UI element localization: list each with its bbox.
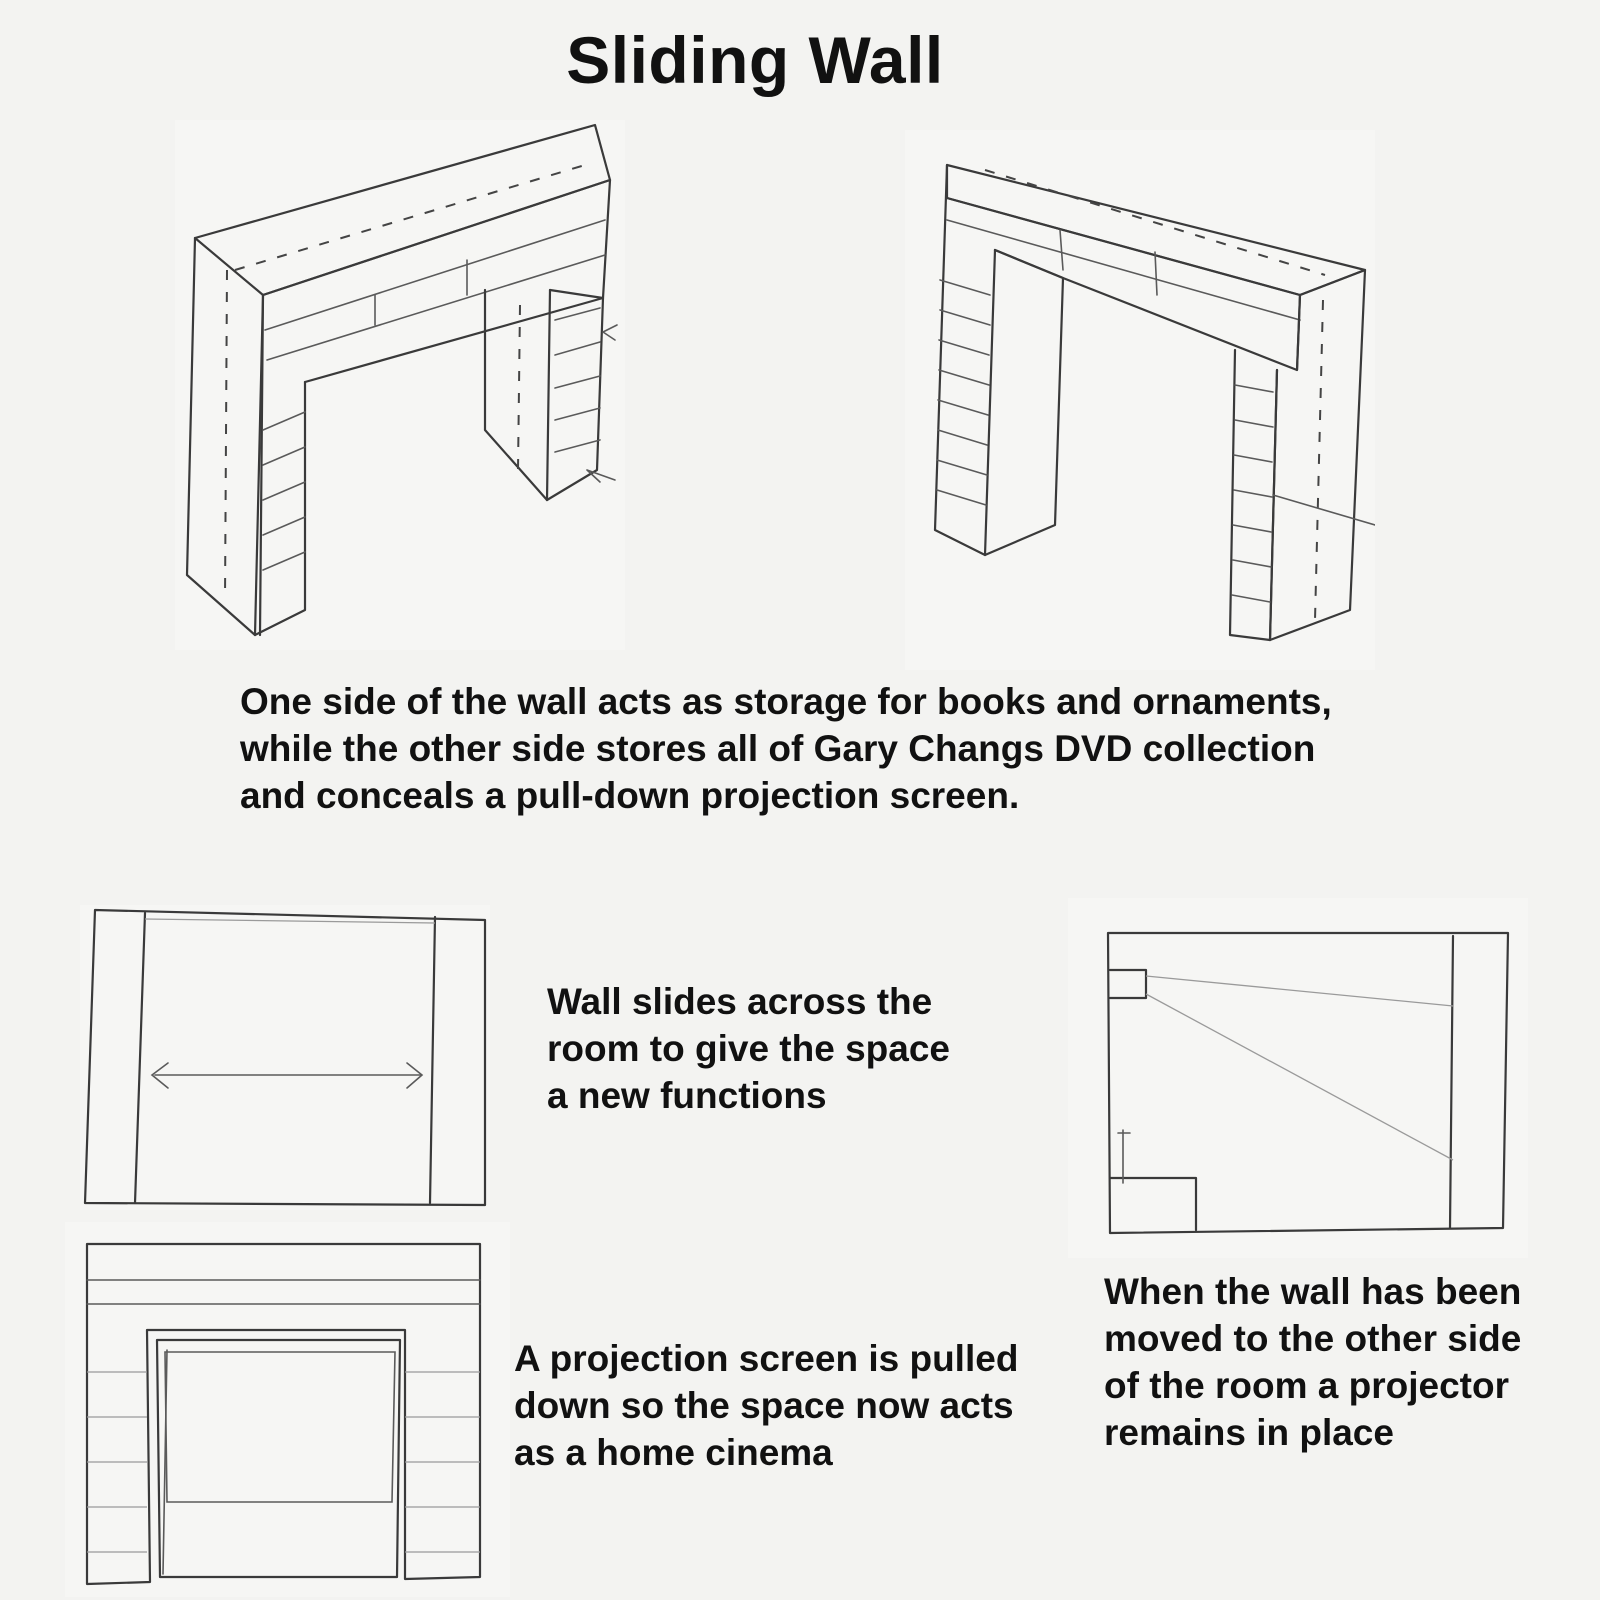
projector-description-line: moved to the other side [1104, 1318, 1522, 1359]
cinema-description-line: down so the space now acts [514, 1385, 1014, 1426]
sliding-wall-plan-sketch [80, 905, 490, 1210]
projector-plan-sketch [1068, 898, 1528, 1258]
projection-screen-elevation-sketch [65, 1222, 510, 1597]
wall-dvd-side-sketch [905, 130, 1375, 670]
storage-description [240, 678, 1332, 819]
projector-description-line: of the room a projector [1104, 1365, 1509, 1406]
page-title: Sliding Wall [566, 23, 944, 97]
slide-description-line: room to give the space [547, 1028, 950, 1069]
slide-description [547, 978, 950, 1119]
wall-storage-side-sketch [175, 120, 625, 650]
storage-description-line: One side of the wall acts as storage for books and ornaments, [240, 681, 1332, 722]
storage-description-line: while the other side stores all of Gary Changs DVD collection [240, 728, 1316, 769]
storage-description-line: and conceals a pull-down projection screen. [240, 775, 1020, 816]
projector-description [1104, 1268, 1521, 1456]
slide-description-line: a new functions [547, 1075, 827, 1116]
cinema-description [514, 1335, 1018, 1476]
projector-description-line: remains in place [1104, 1412, 1394, 1453]
cinema-description-line: as a home cinema [514, 1432, 833, 1473]
slide-description-line: Wall slides across the [547, 981, 933, 1022]
projector-description-line: When the wall has been [1104, 1271, 1522, 1312]
cinema-description-line: A projection screen is pulled [514, 1338, 1019, 1379]
